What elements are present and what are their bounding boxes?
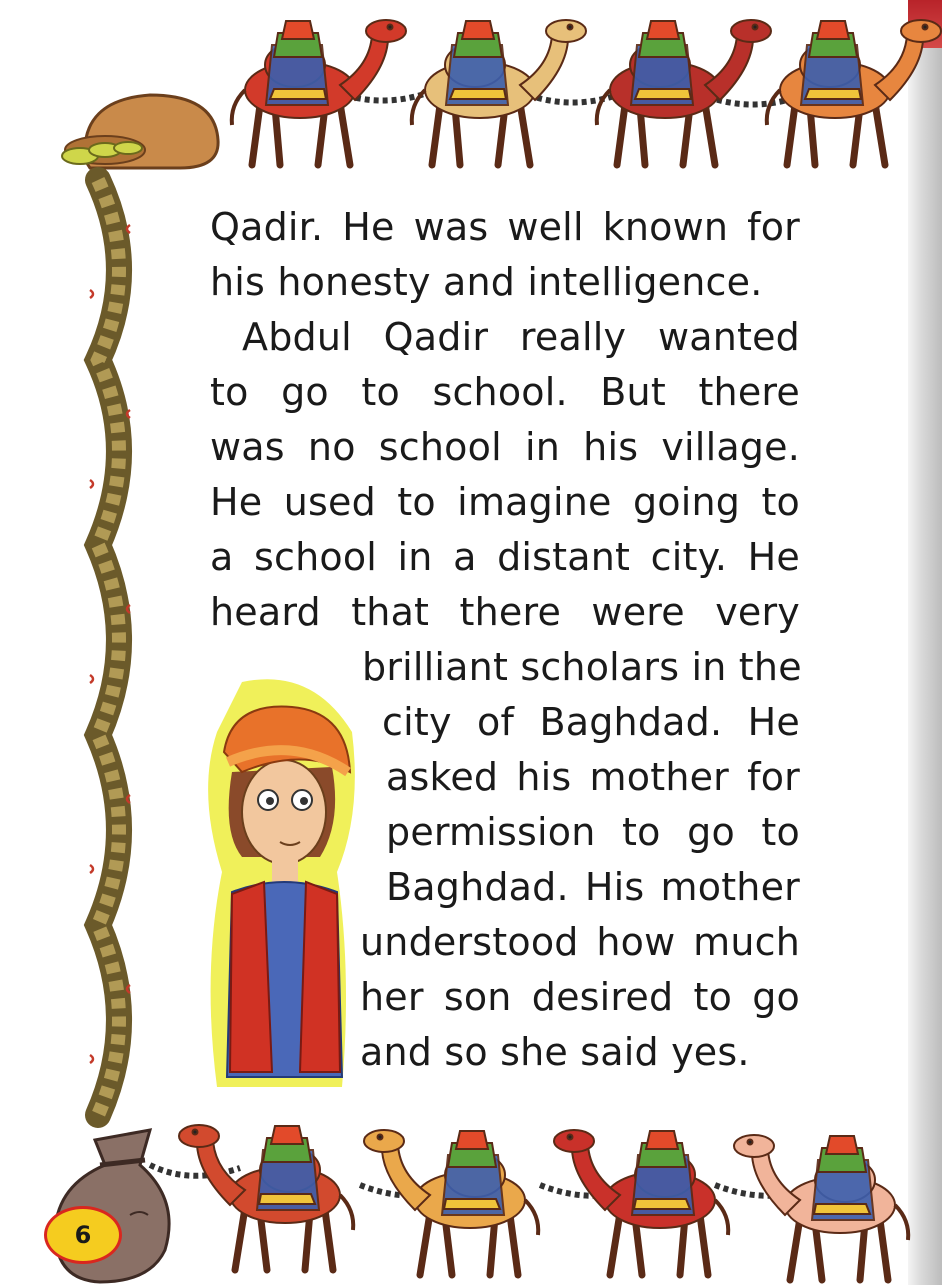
story-line: understood how much [360, 920, 800, 964]
story-line: his honesty and intelligence. [210, 260, 763, 304]
story-line: Baghdad. His mother [386, 865, 800, 909]
story-line: brilliant scholars in the [362, 645, 802, 689]
story-line: Abdul Qadir really wanted [242, 315, 800, 359]
story-line: was no school in his village. [210, 425, 800, 469]
story-line: and so she said yes. [360, 1030, 750, 1074]
page-number-badge [44, 1206, 122, 1264]
story-line: a school in a distant city. He [210, 535, 800, 579]
story-line: to go to school. But there [210, 370, 800, 414]
left-rope-border [90, 180, 130, 1115]
money-bag-icon [62, 95, 218, 168]
top-camel-caravan [232, 20, 941, 165]
story-line: her son desired to go [360, 975, 800, 1019]
story-line: Qadir. He was well known for [210, 205, 800, 249]
page-number: 6 [74, 1221, 92, 1249]
story-line: city of Baghdad. He [382, 700, 800, 744]
story-line: heard that there were very [210, 590, 800, 634]
story-line: He used to imagine going to [210, 480, 800, 524]
bottom-camel-caravan [150, 1125, 908, 1280]
story-line: asked his mother for [386, 755, 800, 799]
story-text [210, 200, 800, 1080]
story-line: permission to go to [386, 810, 800, 854]
